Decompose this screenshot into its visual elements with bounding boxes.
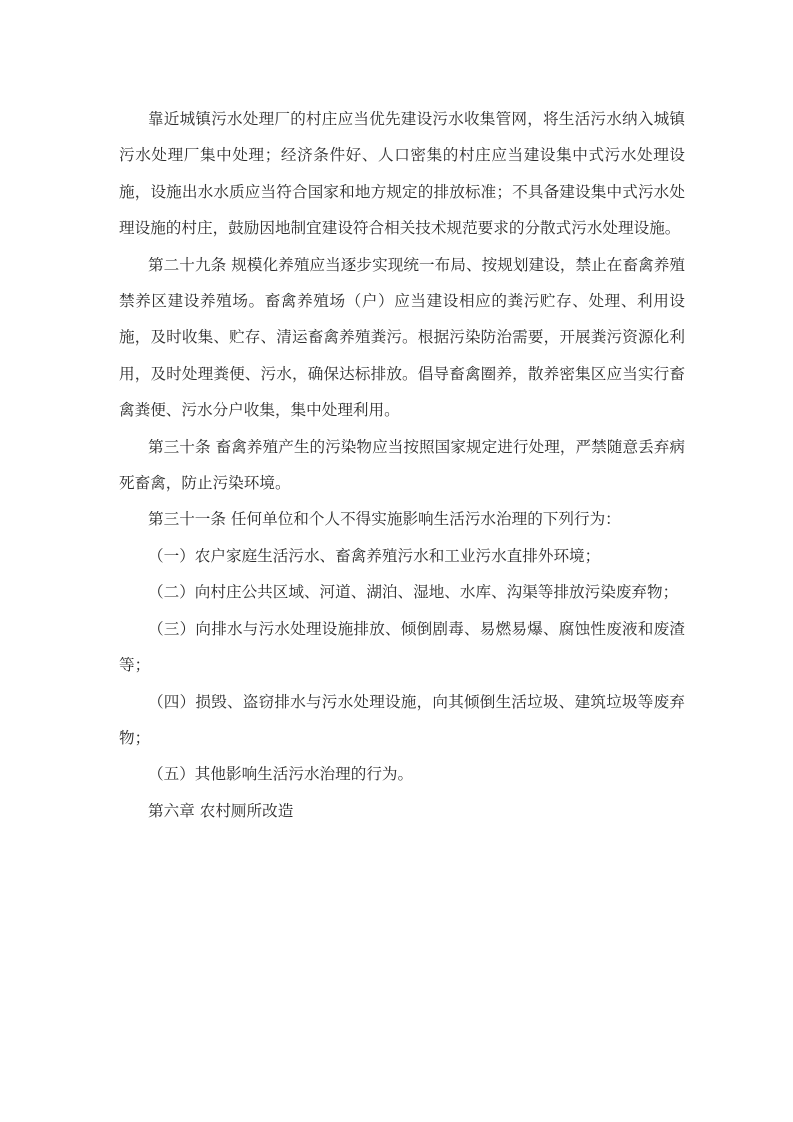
chapter-heading: 第六章 农村厕所改造 — [148, 801, 294, 820]
article-31: 第三十一条 任何单位和个人不得实施影响生活污水治理的下列行为： — [148, 510, 621, 529]
paragraph-sewage-collection: 靠近城镇污水处理厂的村庄应当优先建设污水收集管网，将生活污水纳入城镇污水处理厂集中处理；经济条件好、人口密集的村庄应当建设集中式污水处理设施，设施出水水质应当符合国家和地方规定的排放标准；不具备建设集中式污水处理设施的村庄，鼓励因地制宜建设符合相关技术规范要求的分散式污水处理设施。 — [119, 110, 685, 238]
article-29: 第二十九条 规模化养殖应当逐步实现统一布局、按规划建设，禁止在畜禽养殖禁养区建设养殖场。畜禽养殖场（户）应当建设相应的粪污贮存、处理、利用设施，及时收集、贮存、清运畜禽养殖粪污。根据污染防治需要，开展粪污资源化利用，及时处理粪便、污水，确保达标排放。倡导畜禽圈养，散养密集区应当实行畜禽粪便、污水分户收集，集中处理利用。 — [119, 255, 685, 420]
list-item-3: （三）向排水与污水处理设施排放、倾倒剧毒、易燃易爆、腐蚀性废液和废渣等； — [119, 619, 685, 675]
list-item-4: （四）损毁、盗窃排水与污水处理设施，向其倾倒生活垃圾、建筑垃圾等废弃物； — [119, 692, 685, 747]
document-page — [119, 101, 685, 829]
list-item-1: （一）农户家庭生活污水、畜禽养殖污水和工业污水直排外环境； — [148, 546, 601, 565]
list-item-5: （五）其他影响生活污水治理的行为。 — [148, 765, 414, 784]
list-item-2: （二）向村庄公共区域、河道、湖泊、湿地、水库、沟渠等排放污染废弃物； — [148, 583, 679, 602]
article-30: 第三十条 畜禽养殖产生的污染物应当按照国家规定进行处理，严禁随意丢弃病死畜禽，防止污染环境。 — [119, 437, 685, 493]
